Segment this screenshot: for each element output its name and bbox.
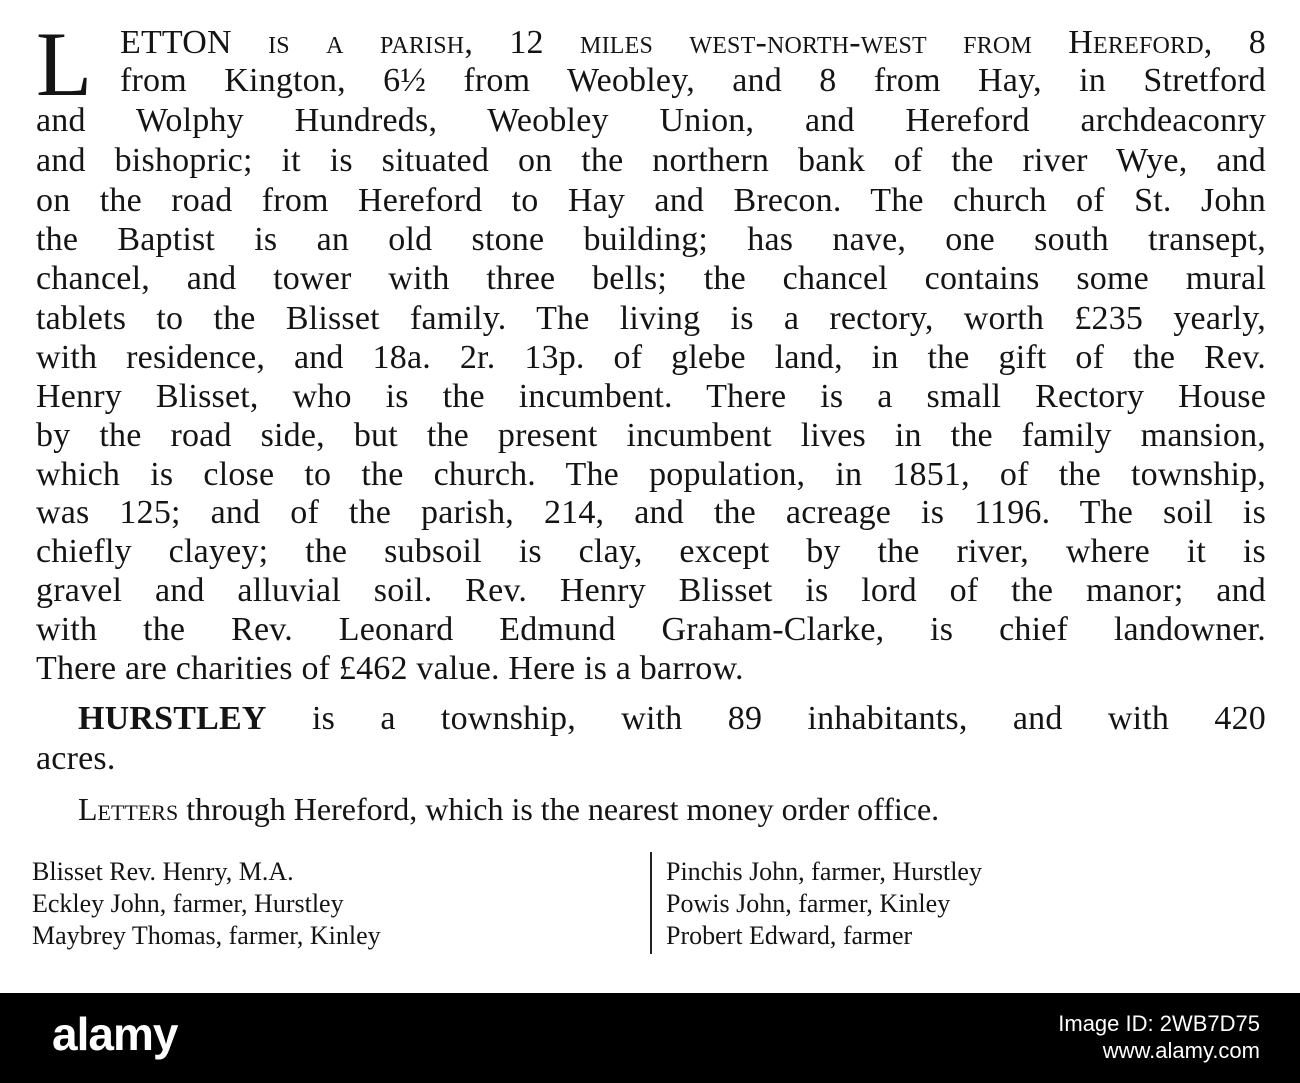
paragraph-2-line-2: acres. — [36, 740, 116, 777]
directory-entry: Blisset Rev. Henry, M.A. — [32, 857, 294, 886]
directory-entry: Eckley John, farmer, Hurstley — [32, 889, 344, 918]
directory-left-column — [32, 856, 381, 952]
paragraph-1-line: gravel and alluvial soil. Rev. Henry Blisset is lord of the manor; and — [36, 572, 1266, 609]
township-name: HURSTLEY — [78, 700, 267, 737]
directory-entry: Powis John, farmer, Kinley — [666, 889, 951, 918]
directory-right-column — [666, 856, 982, 952]
image-id: Image ID: 2WB7D75 — [1058, 1011, 1260, 1036]
directory-entry: Pinchis John, farmer, Hurstley — [666, 857, 982, 886]
paragraph-1-line: which is close to the church. The population, in 1851, of the township, — [36, 456, 1266, 493]
paragraph-1-line: with residence, and 18a. 2r. 13p. of glebe land, in the gift of the Rev. — [36, 339, 1266, 376]
watermark-footer — [0, 993, 1300, 1083]
paragraph-1-last-line: There are charities of £462 value. Here is a barrow. — [36, 650, 744, 687]
paragraph-1-line: the Baptist is an old stone building; has nave, one south transept, — [36, 221, 1266, 258]
directory-entry: Maybrey Thomas, farmer, Kinley — [32, 921, 381, 950]
paragraph-1-line: Henry Blisset, who is the incumbent. There is a small Rectory House — [36, 378, 1266, 415]
site-url: www.alamy.com — [1102, 1038, 1260, 1063]
paragraph-1-line-1: ETTON is a parish, 12 miles west-north-west from Hereford, 8 — [120, 24, 1266, 61]
paragraph-1-line: and Wolphy Hundreds, Weobley Union, and Hereford archdeaconry — [36, 102, 1266, 139]
paragraph-1-line: on the road from Hereford to Hay and Brecon. The church of St. John — [36, 182, 1266, 219]
paragraph-1-line: and bishopric; it is situated on the northern bank of the river Wye, and — [36, 142, 1266, 179]
directory-entry: Probert Edward, farmer — [666, 921, 913, 950]
paragraph-1-line: chancel, and tower with three bells; the chancel contains some mural — [36, 260, 1266, 297]
letters-note: Letters through Hereford, which is the nearest money order office. — [78, 791, 940, 827]
paragraph-1-line: tablets to the Blisset family. The living is a rectory, worth £235 yearly, — [36, 300, 1266, 337]
drop-cap: L — [36, 13, 93, 115]
paragraph-1-line: chiefly clayey; the subsoil is clay, except by the river, where it is — [36, 533, 1266, 570]
column-divider — [650, 852, 652, 954]
paragraph-1-line: was 125; and of the parish, 214, and the acreage is 1196. The soil is — [36, 494, 1266, 531]
paragraph-1-line: by the road side, but the present incumbent lives in the family mansion, — [36, 417, 1266, 454]
paragraph-2-line-1: HURSTLEY is a township, with 89 inhabitants, and with 420 — [78, 700, 1266, 737]
alamy-logo: alamy — [52, 1008, 178, 1060]
paragraph-1-line: from Kington, 6½ from Weobley, and 8 from Hay, in Stretford — [120, 62, 1266, 99]
footer-info — [1058, 1011, 1260, 1065]
paragraph-1-line: with the Rev. Leonard Edmund Graham-Clarke, is chief landowner. — [36, 611, 1266, 648]
